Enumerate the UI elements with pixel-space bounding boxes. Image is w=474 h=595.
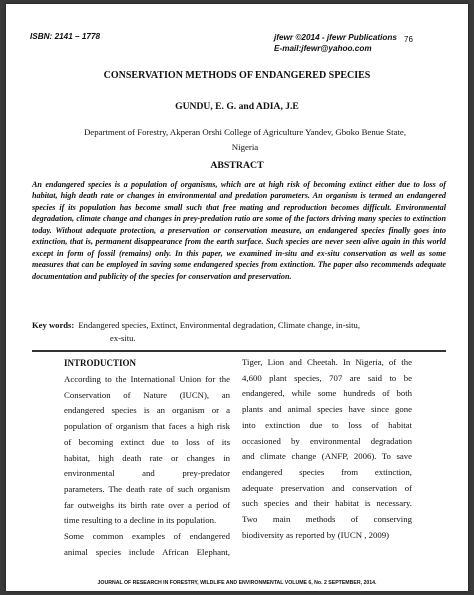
journal-email: E-mail:jfewr@yahoo.com (274, 44, 372, 53)
text-line: animal species include African Elephant, (64, 546, 230, 557)
text-line: adequate preservation and conservation of (242, 482, 412, 493)
intro-right-column (242, 357, 412, 543)
author-affiliation (70, 125, 420, 154)
paper-authors: GUNDU, E. G. and ADIA, J.E (175, 101, 299, 112)
text-line: Conservation of Nature (IUCN), an (64, 389, 230, 400)
paper-title: CONSERVATION METHODS OF ENDANGERED SPECIES (103, 70, 371, 81)
text-line: population of organism that faces a high risk (64, 421, 230, 432)
text-line: endangered species from extinction, (242, 466, 412, 477)
text-line: habitat, high death rate or changes in (64, 452, 230, 463)
text-line: biodiversity as reported by (IUCN , 2009) (242, 529, 390, 540)
abstract-text: An endangered species is a population of organisms, which are at high risk of becoming extinct either due to loss of habitat, high death rate or changes in environmental and predation parameters. An organism is termed an endangered species if its population has become small such that free mating and reproduction becomes difficult. Environmental degradation, climate change and changes in prey-predation ratio are some of the factors driving many species to extinction today. Without adequate protection, a preservation or conservation measure, an endangered species finally goes into extinction, that is, permanent disappearance from the earth surface. Such species are never seen alive again in this world except in form of fossil (remains) only. In this paper, we examined in-situ and ex-situ conservation as well as some measures that can be employed in saving some endangered species from extinction. The paper also recommends adequate documentation and publicity of the species for conservation and preservation. (32, 180, 446, 281)
text-line: Tiger, Lion and Cheetah. In Nigeria, of the (242, 357, 412, 367)
text-line: such species and their habitat is necessary. (242, 498, 412, 509)
keywords-text-line-2: ex-situ. (110, 333, 136, 343)
text-line: parameters. The death rate of such organism (64, 483, 230, 494)
text-line: into extinction due to loss of habitat (242, 419, 412, 430)
section-divider (32, 350, 446, 352)
intro-left-column (64, 357, 230, 560)
journal-header (274, 32, 397, 54)
intro-left-lines (64, 372, 230, 560)
text-line: and climate change (ANFP, 2006). To save (242, 451, 412, 462)
intro-right-lines (242, 355, 412, 543)
journal-footer: JOURNAL OF RESEARCH IN FORESTRY, WILDLIFE AND ENVIRONMENTAL VOLUME 6, No. 2 SEPTEMBER, 2014. (97, 580, 377, 586)
journal-publication-line: jfewr ©2014 - jfewr Publications (274, 33, 397, 42)
text-line: Two main methods of conserving (242, 514, 412, 525)
text-line: time resulting to a decline in its population. (64, 515, 217, 526)
text-line: plants and animal species have since gone (242, 404, 412, 415)
keywords (32, 318, 446, 332)
text-line: of becoming extinct due to loss of its (64, 436, 230, 447)
introduction-heading: INTRODUCTION (64, 358, 137, 368)
text-line: endangered species is an organism or a (64, 405, 230, 416)
abstract-heading: ABSTRACT (210, 160, 264, 171)
affiliation-line-2: Nigeria (231, 141, 259, 152)
text-line: occasioned by environmental degradation (242, 435, 412, 446)
paper-page (6, 4, 468, 591)
page-number: 76 (404, 35, 413, 44)
text-line: According to the International Union for the (64, 374, 230, 384)
text-line: Some common examples of endangered (64, 531, 230, 542)
keywords-text-line-1: Endangered species, Extinct, Environmental degradation, Climate change, in-situ, (78, 320, 361, 330)
text-line: 4,600 plant species, 707 are said to be (242, 372, 412, 383)
text-line: far outweighs its birth rate over a period of (64, 499, 230, 510)
keywords-label: Key words: (32, 320, 75, 330)
isbn-header: ISBN: 2141 – 1778 (30, 32, 101, 41)
text-line: environmental and prey-predator (64, 468, 230, 479)
affiliation-line-1: Department of Forestry, Akperan Orshi College of Agriculture Yandev, Gboko Benue State, (83, 127, 407, 137)
text-line: endangered, while some hundreds of both (242, 388, 412, 399)
